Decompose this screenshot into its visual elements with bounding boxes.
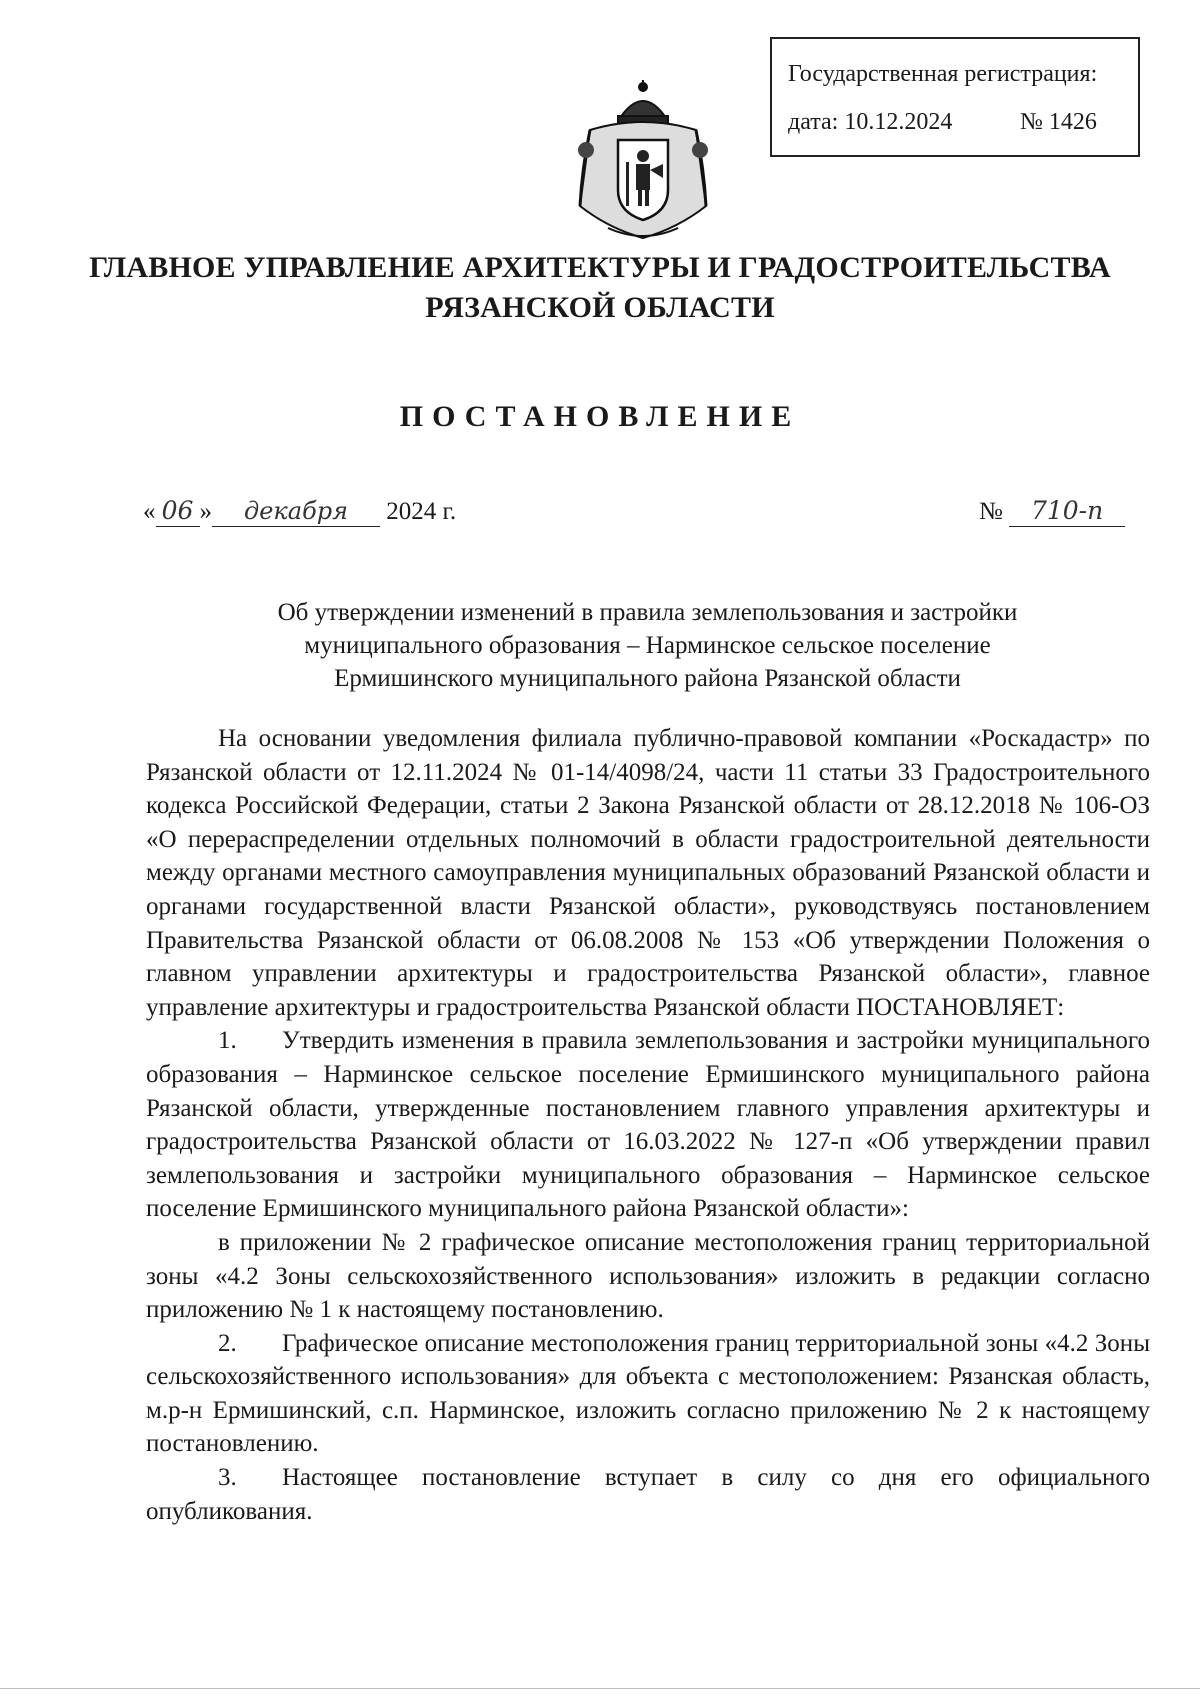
organization-name-line2: РЯЗАНСКОЙ ОБЛАСТИ <box>425 291 775 324</box>
item-1-text: Утвердить изменения в правила землепользования и застройки муниципального образования – Нарминское сельское поселение Ермишинского муниципального района Рязанской области, утвержденные постановлением главного управления архитектуры и градостроительства Рязанской области от 16.03.2022 № 127-п «Об утверждении правил землепользования и застройки муниципального образования – Нарминское сельское поселение Ермишинского муниципального района Рязанской области»: <box>146 1027 1150 1223</box>
item-2 <box>146 1327 1150 1461</box>
date-open-quote: « <box>143 498 156 525</box>
date-month-handwritten: декабря <box>212 496 380 527</box>
date-year: 2024 г. <box>386 498 457 525</box>
item-2-number: 2. <box>218 1329 237 1357</box>
page-bottom-edge <box>0 1688 1200 1689</box>
subject-line3: Ермишинского муниципального района Рязанской области <box>334 665 961 692</box>
item-1 <box>146 1024 1150 1226</box>
document-body <box>146 722 1150 1528</box>
organization-name-line1: ГЛАВНОЕ УПРАВЛЕНИЕ АРХИТЕКТУРЫ И ГРАДОСТРОИТЕЛЬСТВА <box>89 251 1111 284</box>
preamble-paragraph: На основании уведомления филиала публично-правовой компании «Роскадастр» по Рязанской области от 12.11.2024 № 01-14/4098/24, части 11 статьи 33 Градостроительного кодекса Российской Федерации, статьи 2 Закона Рязанской области от 28.12.2018 № 106-ОЗ «О перераспределении отдельных полномочий в области градостроительной деятельности между органами местного самоуправления муниципальных образований Рязанской области и органами государственной власти Рязанской области», руководствуясь постановлением Правительства Рязанской области от 06.08.2008 № 153 «Об утверждении Положения о главном управлении архитектуры и градостроительства Рязанской области», главное управление архитектуры и градостроительства Рязанской области ПОСТАНОВЛЯЕТ: <box>146 725 1150 1021</box>
item-3 <box>146 1461 1150 1528</box>
ryazan-coat-of-arms-icon <box>568 78 718 248</box>
item-1-subparagraph: в приложении № 2 графическое описание местоположения границ территориальной зоны «4.2 Зоны сельскохозяйственного использования» изложить в редакции согласно приложению № 1 к настоящему постановлению. <box>146 1228 1150 1324</box>
date-close-quote: » <box>199 498 212 525</box>
registration-date: дата: 10.12.2024 <box>788 109 953 135</box>
number-handwritten: 710-п <box>1009 496 1125 527</box>
date-day-handwritten: 06 <box>156 496 200 527</box>
item-3-text: Настоящее постановление вступает в силу со дня его официального опубликования. <box>146 1464 1150 1525</box>
subject-line1: Об утверждении изменений в правила землепользования и застройки <box>277 599 1018 626</box>
item-1-number: 1. <box>218 1027 237 1055</box>
organization-name <box>0 248 1200 328</box>
registration-title: Государственная регистрация: <box>788 61 1098 87</box>
document-date <box>143 496 456 527</box>
document-type: ПОСТАНОВЛЕНИЕ <box>399 400 801 433</box>
document-number <box>979 496 1125 527</box>
item-2-text: Графическое описание местоположения границ территориальной зоны «4.2 Зоны сельскохозяйственного использования» для объекта с местоположением: Рязанская область, м.р-н Ермишинский, с.п. Нарминское, изложить согласно приложению № 2 к настоящему постановлению. <box>146 1329 1150 1458</box>
subject-line2: муниципального образования – Нарминское сельское поселение <box>304 632 991 659</box>
registration-stamp <box>770 37 1140 157</box>
document-subject <box>150 596 1145 695</box>
number-prefix: № <box>979 498 1003 525</box>
item-3-number: 3. <box>218 1464 237 1492</box>
registration-number: № 1426 <box>1020 109 1097 135</box>
